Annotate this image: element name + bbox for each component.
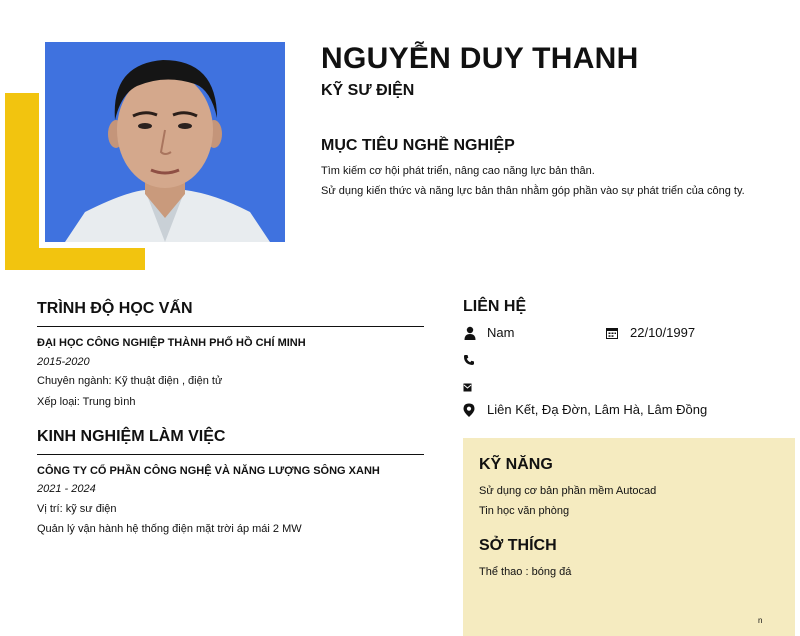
objective-heading: MỤC TIÊU NGHỀ NGHIỆP bbox=[321, 137, 515, 154]
contact-gender: Nam bbox=[487, 325, 515, 340]
phone-icon bbox=[463, 353, 477, 367]
footer-mark: n bbox=[758, 616, 763, 625]
experience-company: CÔNG TY CỔ PHẦN CÔNG NGHỆ VÀ NĂNG LƯỢNG SÔNG XANH bbox=[37, 465, 380, 477]
experience-divider bbox=[37, 454, 424, 455]
contact-heading: LIÊN HỆ bbox=[463, 298, 527, 315]
experience-description: Quản lý vận hành hệ thống điện mặt trời áp mái 2 MW bbox=[37, 523, 302, 535]
education-grade: Xếp loại: Trung bình bbox=[37, 396, 136, 408]
location-icon bbox=[463, 403, 477, 417]
candidate-name: NGUYỄN DUY THANH bbox=[321, 42, 639, 75]
objective-line-1: Tìm kiếm cơ hội phát triển, nâng cao năng lực bản thân. bbox=[321, 165, 595, 177]
email-icon bbox=[463, 379, 477, 393]
education-school: ĐẠI HỌC CÔNG NGHIỆP THÀNH PHỐ HỒ CHÍ MINH bbox=[37, 337, 306, 349]
hobby-item-1: Thể thao : bóng đá bbox=[479, 566, 572, 578]
experience-period: 2021 - 2024 bbox=[37, 483, 96, 495]
experience-position: Vị trí: kỹ sư điện bbox=[37, 503, 117, 515]
profile-photo bbox=[45, 42, 285, 242]
hobbies-heading: SỞ THÍCH bbox=[479, 537, 557, 554]
accent-bar-horizontal bbox=[5, 248, 145, 270]
education-divider bbox=[37, 326, 424, 327]
contact-address: Liên Kết, Đạ Đờn, Lâm Hà, Lâm Đồng bbox=[487, 402, 708, 417]
skills-panel bbox=[463, 438, 795, 636]
objective-line-2: Sử dụng kiến thức và năng lực bản thân nhằm góp phần vào sự phát triển của công ty. bbox=[321, 185, 745, 197]
skill-item-2: Tin học văn phòng bbox=[479, 505, 570, 517]
job-title: KỸ SƯ ĐIỆN bbox=[321, 82, 415, 99]
person-icon bbox=[463, 326, 477, 340]
experience-heading: KINH NGHIỆM LÀM VIỆC bbox=[37, 428, 226, 445]
skill-item-1: Sử dụng cơ bản phần mềm Autocad bbox=[479, 485, 657, 497]
contact-birthday: 22/10/1997 bbox=[630, 325, 696, 340]
calendar-icon bbox=[606, 326, 620, 340]
accent-bar-vertical bbox=[5, 93, 39, 270]
education-period: 2015-2020 bbox=[37, 356, 90, 368]
education-major: Chuyên ngành: Kỹ thuật điện , điện tử bbox=[37, 375, 223, 387]
education-heading: TRÌNH ĐỘ HỌC VẤN bbox=[37, 300, 193, 317]
skills-heading: KỸ NĂNG bbox=[479, 456, 553, 473]
